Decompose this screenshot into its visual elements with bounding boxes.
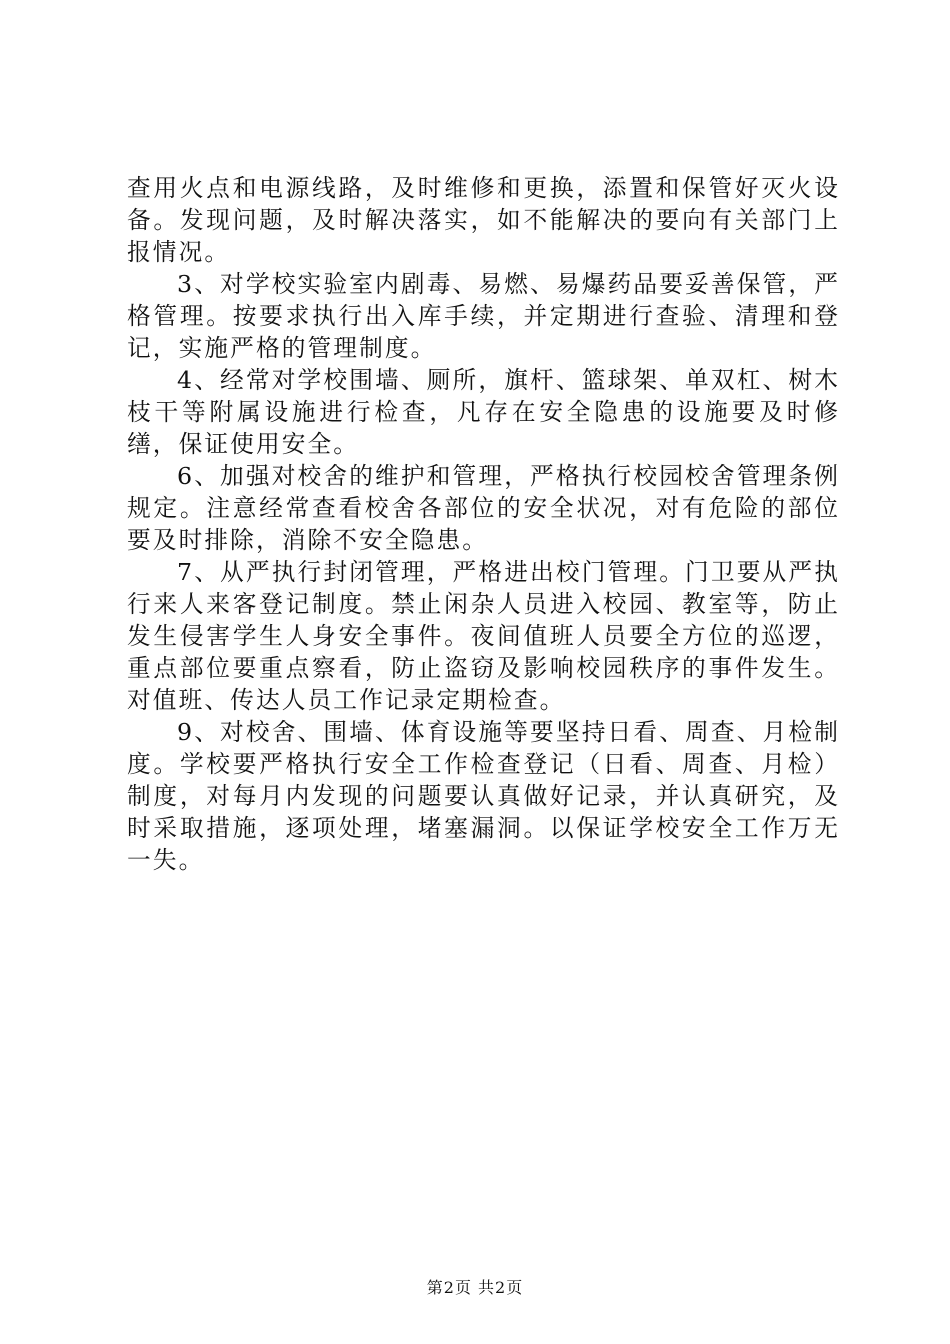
document-body xyxy=(127,172,840,876)
page-number-footer: 第2页 共2页 xyxy=(426,1278,524,1297)
paragraph-item-9: 9、对校舍、围墙、体育设施等要坚持日看、周查、月检制度。学校要严格执行安全工作检查登记（日看、周查、月检）制度，对每月内发现的问题要认真做好记录，并认真研究，及时采取措施，逐项处理，堵塞漏洞。以保证学校安全工作万无一失。 xyxy=(127,718,840,874)
paragraph-item-4: 4、经常对学校围墙、厕所，旗杆、篮球架、单双杠、树木枝干等附属设施进行检查，凡存在安全隐患的设施要及时修缮，保证使用安全。 xyxy=(127,366,840,458)
paragraph-continuation: 查用火点和电源线路，及时维修和更换，添置和保管好灭火设备。发现问题，及时解决落实，如不能解决的要向有关部门上报情况。 xyxy=(127,174,840,266)
paragraph-item-3: 3、对学校实验室内剧毒、易燃、易爆药品要妥善保管，严格管理。按要求执行出入库手续，并定期进行查验、清理和登记，实施严格的管理制度。 xyxy=(127,270,840,362)
paragraph-item-6: 6、加强对校舍的维护和管理，严格执行校园校舍管理条例规定。注意经常查看校舍各部位的安全状况，对有危险的部位要及时排除，消除不安全隐患。 xyxy=(127,462,840,554)
paragraph-item-7: 7、从严执行封闭管理，严格进出校门管理。门卫要从严执行来人来客登记制度。禁止闲杂人员进入校园、教室等，防止发生侵害学生人身安全事件。夜间值班人员要全方位的巡逻，重点部位要重点察看，防止盗窃及影响校园秩序的事件发生。对值班、传达人员工作记录定期检查。 xyxy=(127,558,840,714)
